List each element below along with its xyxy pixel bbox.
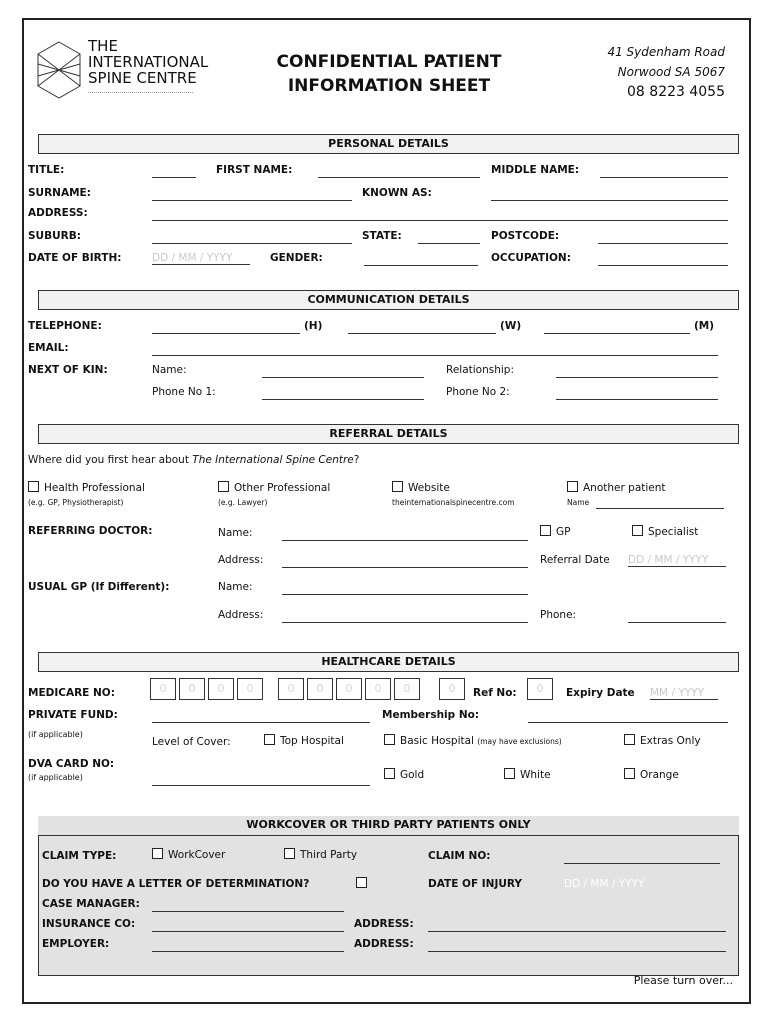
- gender-label: GENDER:: [270, 252, 323, 264]
- address-field[interactable]: [152, 220, 728, 221]
- kin-phone2-field[interactable]: [556, 399, 718, 400]
- another-patient-note: Name: [567, 498, 590, 507]
- medicare-digit-box[interactable]: 0: [278, 678, 304, 700]
- usual-gp-phone-label: Phone:: [540, 609, 577, 621]
- medicare-digit-box[interactable]: 0: [365, 678, 391, 700]
- logo: [36, 38, 236, 108]
- first-name-field[interactable]: [318, 177, 480, 178]
- logo-text-the: THE: [88, 37, 118, 55]
- occupation-field[interactable]: [598, 265, 728, 266]
- orange-label: Orange: [640, 769, 679, 781]
- letter-of-determination-checkbox[interactable]: [356, 877, 367, 888]
- medicare-digit-box[interactable]: 0: [208, 678, 234, 700]
- opt-another-patient[interactable]: [567, 481, 666, 494]
- claim-no-field[interactable]: [564, 863, 720, 864]
- ref-doctor-address-field[interactable]: [282, 567, 528, 568]
- usual-gp-label: USUAL GP (If Different):: [28, 581, 170, 593]
- title-label: TITLE:: [28, 164, 65, 176]
- medicare-boxes[interactable]: [150, 678, 465, 700]
- telephone-home-suffix: (H): [304, 320, 323, 332]
- another-patient-name-field[interactable]: [596, 508, 724, 509]
- address-label: ADDRESS:: [28, 207, 88, 219]
- usual-gp-address-field[interactable]: [282, 622, 528, 623]
- kin-phone1-label: Phone No 1:: [152, 386, 216, 398]
- telephone-label: TELEPHONE:: [28, 320, 102, 332]
- telephone-mobile-suffix: (M): [694, 320, 715, 332]
- dva-note: (if applicable): [28, 773, 83, 782]
- known-as-field[interactable]: [491, 200, 728, 201]
- referral-question-prefix: Where did you first hear about: [28, 454, 193, 466]
- basic-hospital-note: (may have exclusions): [477, 737, 562, 746]
- telephone-work-field[interactable]: [348, 333, 496, 334]
- employer-address-field[interactable]: [428, 951, 726, 952]
- workcover-section: [38, 816, 739, 976]
- dva-label: DVA CARD NO:: [28, 758, 115, 770]
- state-label: STATE:: [362, 230, 402, 242]
- ref-doctor-address-label: Address:: [218, 554, 264, 566]
- private-fund-field[interactable]: [152, 722, 370, 723]
- first-name-label: FIRST NAME:: [216, 164, 293, 176]
- case-manager-label: CASE MANAGER:: [42, 898, 140, 910]
- medicare-digit-box[interactable]: 0: [150, 678, 176, 700]
- date-of-injury-label: DATE OF INJURY: [428, 878, 523, 890]
- other-professional-checkbox[interactable]: [218, 481, 229, 492]
- referral-details-heading: REFERRAL DETAILS: [38, 424, 739, 444]
- address-line1: 41 Sydenham Road: [607, 45, 725, 59]
- case-manager-field[interactable]: [152, 911, 344, 912]
- health-professional-note: (e.g. GP, Physiotherapist): [28, 498, 124, 507]
- health-professional-checkbox[interactable]: [28, 481, 39, 492]
- logo-text-spine-centre: SPINE CENTRE: [88, 69, 197, 87]
- suburb-label: SUBURB:: [28, 230, 81, 242]
- personal-details-heading: PERSONAL DETAILS: [38, 134, 739, 154]
- kin-relationship-field[interactable]: [556, 377, 718, 378]
- next-of-kin-label: NEXT OF KIN:: [28, 364, 108, 376]
- communication-details-heading: COMMUNICATION DETAILS: [38, 290, 739, 310]
- known-as-label: KNOWN AS:: [362, 187, 432, 199]
- opt-other-professional[interactable]: [218, 481, 330, 494]
- insurance-label: INSURANCE CO:: [42, 918, 136, 930]
- other-professional-note: (e.g. Lawyer): [218, 498, 268, 507]
- white-label: White: [520, 769, 551, 781]
- membership-field[interactable]: [528, 722, 728, 723]
- clinic-address: [607, 42, 725, 102]
- private-fund-label: PRIVATE FUND:: [28, 709, 118, 721]
- surname-label: SURNAME:: [28, 187, 91, 199]
- gp-label: GP: [556, 526, 571, 538]
- usual-gp-name-label: Name:: [218, 581, 253, 593]
- turn-over-note: Please turn over...: [633, 974, 733, 987]
- dva-field[interactable]: [152, 785, 370, 786]
- medicare-digit-box[interactable]: 0: [179, 678, 205, 700]
- gp-checkbox[interactable]: [540, 525, 551, 536]
- logo-text-international: INTERNATIONAL: [88, 53, 209, 71]
- gold-checkbox[interactable]: [384, 768, 395, 779]
- logo-mark-icon: [36, 40, 82, 100]
- middle-name-label: MIDDLE NAME:: [491, 164, 580, 176]
- private-fund-note: (if applicable): [28, 730, 83, 739]
- workcover-label: WorkCover: [168, 849, 226, 861]
- opt-website[interactable]: [392, 481, 450, 494]
- medicare-digit-box[interactable]: 0: [336, 678, 362, 700]
- top-hospital-checkbox[interactable]: [264, 734, 275, 745]
- letter-of-determination-label: DO YOU HAVE A LETTER OF DETERMINATION?: [42, 878, 310, 890]
- referring-doctor-label: REFERRING DOCTOR:: [28, 525, 153, 537]
- healthcare-details-heading: HEALTHCARE DETAILS: [38, 652, 739, 672]
- top-hospital-option[interactable]: [264, 734, 344, 747]
- page-title: [264, 50, 514, 98]
- kin-relationship-label: Relationship:: [446, 364, 514, 376]
- employer-address-label: ADDRESS:: [354, 938, 414, 950]
- page-title-line1: CONFIDENTIAL PATIENT: [276, 52, 502, 72]
- kin-name-field[interactable]: [262, 377, 424, 378]
- ref-no-box[interactable]: 0: [527, 678, 553, 700]
- white-option[interactable]: [504, 768, 551, 781]
- page-title-line2: INFORMATION SHEET: [287, 76, 491, 96]
- title-field[interactable]: [152, 177, 196, 178]
- specialist-option[interactable]: [632, 525, 698, 538]
- surname-field[interactable]: [152, 200, 352, 201]
- clinic-phone: 08 8223 4055: [627, 84, 725, 100]
- usual-gp-name-field[interactable]: [282, 594, 528, 595]
- white-checkbox[interactable]: [504, 768, 515, 779]
- referral-question-suffix: ?: [353, 454, 360, 466]
- form-page: [22, 18, 751, 1004]
- ref-no-label: Ref No:: [473, 687, 517, 699]
- suburb-field[interactable]: [152, 243, 352, 244]
- specialist-checkbox[interactable]: [632, 525, 643, 536]
- health-professional-label: Health Professional: [44, 482, 145, 494]
- ref-doctor-name-label: Name:: [218, 527, 253, 539]
- referral-date-label: Referral Date: [540, 554, 610, 566]
- orange-checkbox[interactable]: [624, 768, 635, 779]
- specialist-label: Specialist: [648, 526, 699, 538]
- workcover-heading: WORKCOVER OR THIRD PARTY PATIENTS ONLY: [38, 816, 739, 836]
- gp-option[interactable]: [540, 525, 570, 538]
- address-line2: Norwood SA 5067: [617, 65, 725, 79]
- basic-hospital-option[interactable]: [384, 734, 562, 747]
- medicare-digit-box[interactable]: 0: [439, 678, 465, 700]
- kin-phone1-field[interactable]: [262, 399, 424, 400]
- email-label: EMAIL:: [28, 342, 69, 354]
- referral-question: [28, 454, 359, 466]
- opt-health-professional[interactable]: [28, 481, 145, 494]
- other-professional-label: Other Professional: [234, 482, 331, 494]
- workcover-option[interactable]: [152, 848, 225, 861]
- insurance-address-field[interactable]: [428, 931, 726, 932]
- date-of-injury-field[interactable]: DD / MM / YYYY: [564, 878, 645, 890]
- another-patient-checkbox[interactable]: [567, 481, 578, 492]
- kin-name-label: Name:: [152, 364, 187, 376]
- orange-option[interactable]: [624, 768, 679, 781]
- referral-question-italic: The International Spine Centre: [192, 454, 354, 466]
- kin-phone2-label: Phone No 2:: [446, 386, 510, 398]
- third-party-label: Third Party: [300, 849, 358, 861]
- referral-date-field[interactable]: DD / MM / YYYY: [628, 554, 726, 567]
- top-hospital-label: Top Hospital: [280, 735, 344, 747]
- dob-field[interactable]: DD / MM / YYYY: [152, 252, 250, 265]
- medicare-digit-box[interactable]: 0: [307, 678, 333, 700]
- insurance-address-label: ADDRESS:: [354, 918, 414, 930]
- basic-hospital-label: Basic Hospital: [400, 735, 474, 747]
- employer-label: EMPLOYER:: [42, 938, 110, 950]
- website-label: Website: [408, 482, 450, 494]
- state-field[interactable]: [418, 243, 480, 244]
- telephone-mobile-field[interactable]: [544, 333, 690, 334]
- level-of-cover-label: Level of Cover:: [152, 736, 231, 748]
- telephone-work-suffix: (W): [500, 320, 522, 332]
- membership-label: Membership No:: [382, 709, 480, 721]
- middle-name-field[interactable]: [600, 177, 728, 178]
- insurance-field[interactable]: [152, 931, 344, 932]
- third-party-checkbox[interactable]: [284, 848, 295, 859]
- expiry-field[interactable]: MM / YYYY: [650, 687, 718, 700]
- website-note: theinternationalspinecentre.com: [392, 498, 515, 507]
- gold-label: Gold: [400, 769, 425, 781]
- gold-option[interactable]: [384, 768, 424, 781]
- medicare-digit-box[interactable]: 0: [237, 678, 263, 700]
- occupation-label: OCCUPATION:: [491, 252, 571, 264]
- logo-tagline-strip: [88, 92, 193, 93]
- medicare-digit-box[interactable]: 0: [394, 678, 420, 700]
- email-field[interactable]: [152, 355, 718, 356]
- extras-only-label: Extras Only: [640, 735, 701, 747]
- workcover-checkbox[interactable]: [152, 848, 163, 859]
- postcode-label: POSTCODE:: [491, 230, 560, 242]
- claim-no-label: CLAIM NO:: [428, 850, 491, 862]
- usual-gp-phone-field[interactable]: [628, 622, 726, 623]
- postcode-field[interactable]: [598, 243, 728, 244]
- another-patient-label: Another patient: [583, 482, 666, 494]
- third-party-option[interactable]: [284, 848, 357, 861]
- medicare-label: MEDICARE NO:: [28, 687, 115, 699]
- website-checkbox[interactable]: [392, 481, 403, 492]
- claim-type-label: CLAIM TYPE:: [42, 850, 117, 862]
- basic-hospital-checkbox[interactable]: [384, 734, 395, 745]
- usual-gp-address-label: Address:: [218, 609, 264, 621]
- expiry-label: Expiry Date: [566, 687, 635, 699]
- extras-only-checkbox[interactable]: [624, 734, 635, 745]
- ref-doctor-name-field[interactable]: [282, 540, 528, 541]
- telephone-home-field[interactable]: [152, 333, 300, 334]
- employer-field[interactable]: [152, 951, 344, 952]
- gender-field[interactable]: [364, 265, 478, 266]
- dob-label: DATE OF BIRTH:: [28, 252, 122, 264]
- extras-only-option[interactable]: [624, 734, 701, 747]
